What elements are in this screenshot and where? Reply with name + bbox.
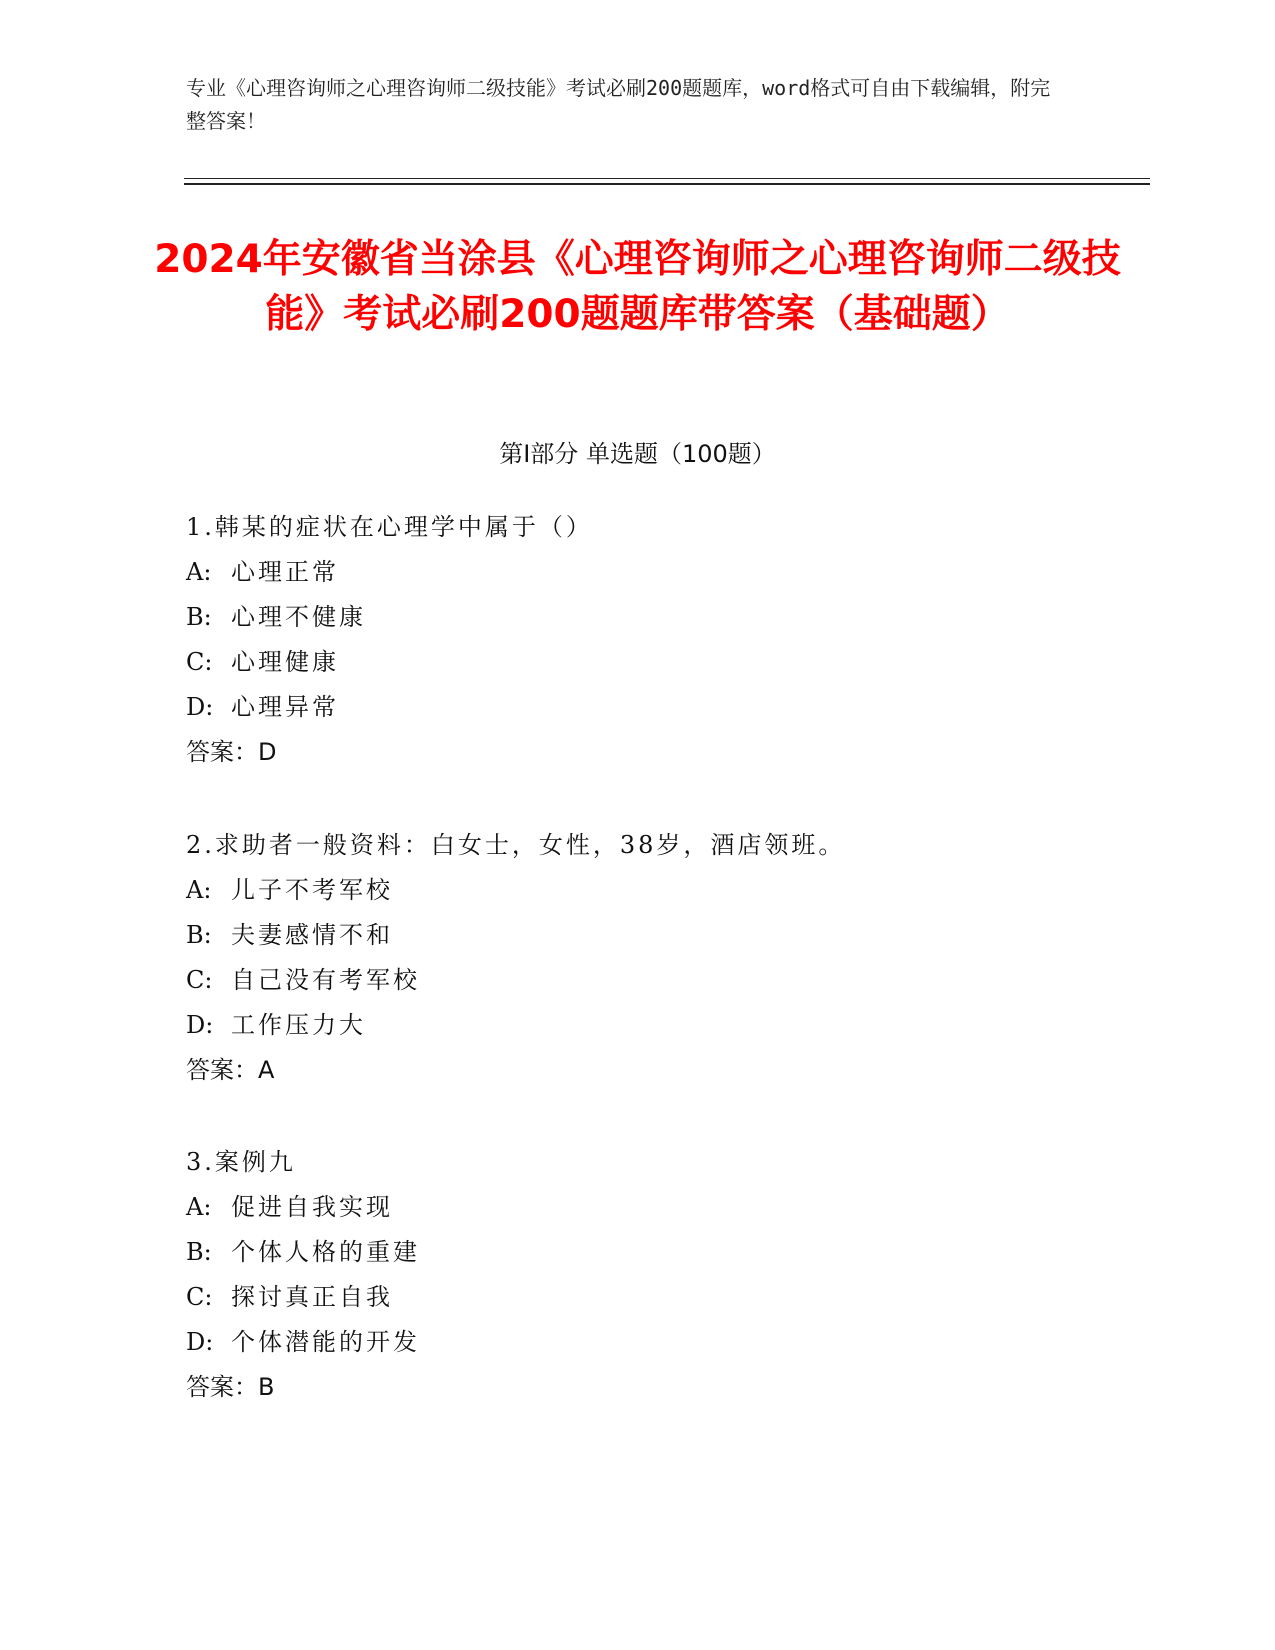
option-d xyxy=(186,1003,1136,1048)
question-3 xyxy=(186,1140,1136,1410)
question-stem: 2.求助者一般资料：白女士，女性，38岁，酒店领班。 xyxy=(186,831,846,859)
option-letter: C: xyxy=(186,966,213,994)
option-text: 探讨真正自我 xyxy=(231,1283,393,1311)
question-1 xyxy=(186,505,1136,775)
option-text: 自己没有考军校 xyxy=(231,966,420,994)
option-text: 心理正常 xyxy=(231,558,339,586)
question-stem: 1.韩某的症状在心理学中属于（） xyxy=(186,513,593,541)
option-letter: A: xyxy=(186,1193,212,1221)
option-letter: D: xyxy=(186,1328,214,1356)
header-divider-thin xyxy=(184,178,1150,179)
option-text: 工作压力大 xyxy=(231,1011,366,1039)
option-c xyxy=(186,958,1136,1003)
option-d xyxy=(186,685,1136,730)
answer-line: 答案：D xyxy=(186,738,277,766)
option-text: 心理不健康 xyxy=(231,603,366,631)
answer-line: 答案：B xyxy=(186,1373,275,1401)
option-letter: A: xyxy=(186,558,212,586)
option-c xyxy=(186,640,1136,685)
option-d xyxy=(186,1320,1136,1365)
option-letter: A: xyxy=(186,876,212,904)
option-b xyxy=(186,1230,1136,1275)
option-c xyxy=(186,1275,1136,1320)
option-letter: B: xyxy=(186,1238,212,1266)
document-title: 2024年安徽省当涂县《心理咨询师之心理咨询师二级技能》考试必刷200题题库带答案（基础题） xyxy=(154,237,1121,337)
option-text: 个体人格的重建 xyxy=(231,1238,420,1266)
question-2 xyxy=(186,823,1136,1093)
option-text: 夫妻感情不和 xyxy=(231,921,393,949)
option-letter: C: xyxy=(186,648,213,676)
option-letter: B: xyxy=(186,603,212,631)
header-divider-thick xyxy=(184,183,1150,185)
question-stem: 3.案例九 xyxy=(186,1148,296,1176)
option-text: 心理健康 xyxy=(231,648,339,676)
option-text: 促进自我实现 xyxy=(231,1193,393,1221)
option-b xyxy=(186,913,1136,958)
option-a xyxy=(186,550,1136,595)
option-text: 心理异常 xyxy=(231,693,339,721)
option-letter: B: xyxy=(186,921,212,949)
header-note: 专业《心理咨询师之心理咨询师二级技能》考试必刷200题题库，word格式可自由下载编辑，附完整答案！ xyxy=(186,76,1051,133)
option-a xyxy=(186,868,1136,913)
option-a xyxy=(186,1185,1136,1230)
option-letter: D: xyxy=(186,693,214,721)
option-text: 个体潜能的开发 xyxy=(231,1328,420,1356)
option-b xyxy=(186,595,1136,640)
answer-line: 答案：A xyxy=(186,1056,275,1084)
option-letter: D: xyxy=(186,1011,214,1039)
option-letter: C: xyxy=(186,1283,213,1311)
section-heading: 第I部分 单选题（100题） xyxy=(499,440,776,468)
option-text: 儿子不考军校 xyxy=(231,876,393,904)
